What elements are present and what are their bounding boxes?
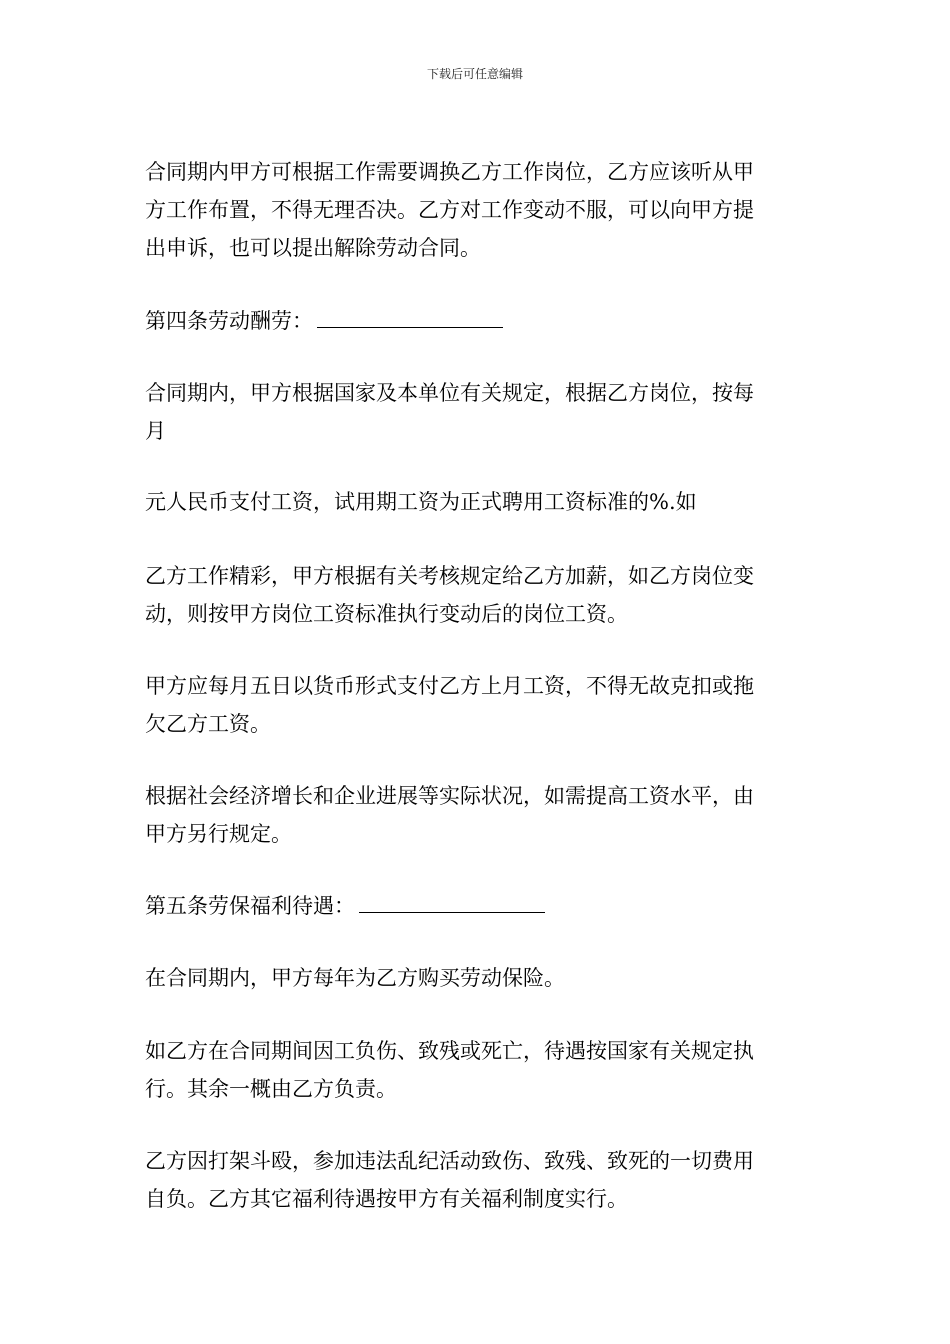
paragraph-job-reassignment [145,153,813,267]
article-4-title: 第四条劳动酬劳： [145,309,313,333]
text-line: 行。其余一概由乙方负责。 [145,1077,397,1101]
paragraph-misconduct [145,1142,813,1218]
article-5-heading [145,887,813,925]
paragraph-salary-currency [145,483,813,521]
text-line: 合同期内，甲方根据国家及本单位有关规定，根据乙方岗位，按每 [145,381,754,405]
text-line: 方工作布置，不得无理否决。乙方对工作变动不服，可以向甲方提 [145,198,754,222]
paragraph-insurance [145,959,813,997]
paragraph-monthly-pay [145,374,813,450]
text-line: 如乙方在合同期间因工负伤、致残或死亡，待遇按国家有关规定执 [145,1039,754,1063]
article-4-heading [145,302,813,340]
text-line: 合同期内甲方可根据工作需要调换乙方工作岗位，乙方应该听从甲 [145,160,754,184]
paragraph-pay-date [145,667,813,743]
paragraph-salary-adjustment [145,777,813,853]
text-line: 元人民币支付工资，试用期工资为正式聘用工资标准的%.如 [145,490,697,514]
text-line: 乙方工作精彩，甲方根据有关考核规定给乙方加薪，如乙方岗位变 [145,564,754,588]
paragraph-work-injury [145,1032,813,1108]
text-line: 欠乙方工资。 [145,712,271,736]
text-line: 自负。乙方其它福利待遇按甲方有关福利制度实行。 [145,1187,628,1211]
fill-in-blank [359,890,545,913]
paragraph-pay-raise [145,557,813,633]
article-5-title: 第五条劳保福利待遇： [145,894,355,918]
fill-in-blank [317,305,503,328]
text-line: 根据社会经济增长和企业进展等实际状况，如需提高工资水平，由 [145,784,754,808]
text-line: 乙方因打架斗殴，参加违法乱纪活动致伤、致残、致死的一切费用 [145,1149,754,1173]
text-line: 月 [145,419,166,443]
text-line: 甲方另行规定。 [145,822,292,846]
text-line: 出申诉，也可以提出解除劳动合同。 [145,236,481,260]
text-line: 在合同期内，甲方每年为乙方购买劳动保险。 [145,966,565,990]
page-header-note: 下载后可任意编辑 [426,67,523,81]
text-line: 甲方应每月五日以货币形式支付乙方上月工资，不得无故克扣或拖 [145,674,754,698]
text-line: 动，则按甲方岗位工资标准执行变动后的岗位工资。 [145,602,628,626]
